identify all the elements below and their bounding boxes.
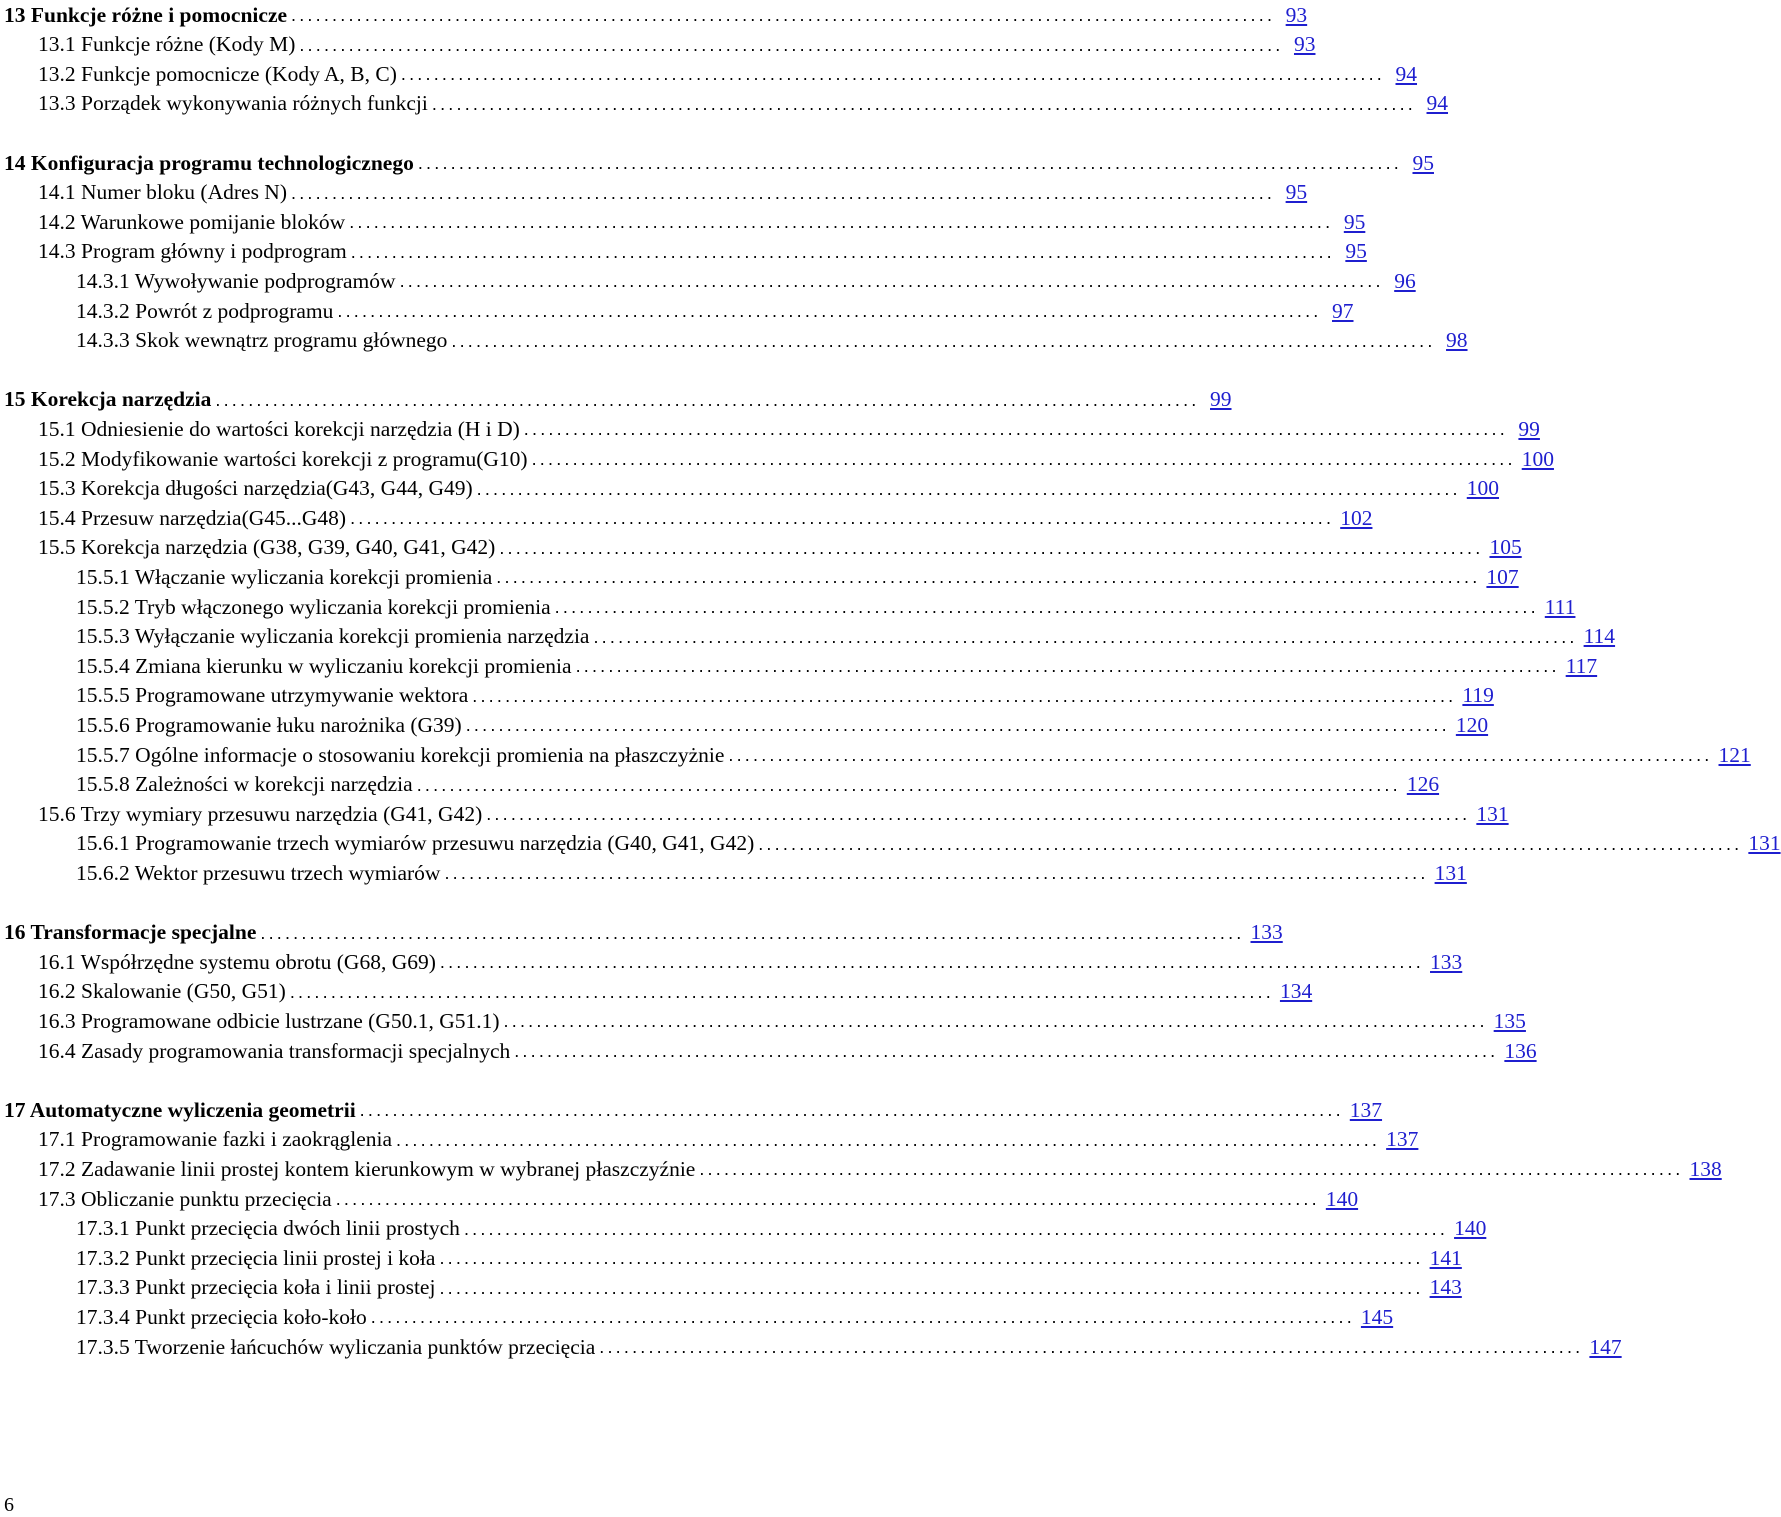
toc-dot-leader: ........................................................................................................................: [291, 182, 1276, 203]
toc-section-entry[interactable]: [0, 1332, 1622, 1362]
toc-section-entry[interactable]: [0, 414, 1540, 444]
toc-entry-title: 15.3 Korekcja długości narzędzia(G43, G44, G49): [38, 476, 473, 501]
toc-entry-title: 16.1 Współrzędne systemu obrotu (G68, G69): [38, 949, 436, 974]
toc-section-entry[interactable]: [0, 1243, 1462, 1273]
toc-entry-title: 15.2 Modyfikowanie wartości korekcji z programu(G10): [38, 446, 528, 471]
toc-page-link[interactable]: 120: [1455, 712, 1489, 737]
toc-entry-title: 17.3.4 Punkt przecięcia koło-koło: [76, 1304, 367, 1329]
toc-section-entry[interactable]: [0, 1006, 1526, 1036]
toc-entry-title: 17.1 Programowanie fazki i zaokrąglenia: [38, 1127, 393, 1152]
toc-dot-leader: ........................................................................................................................: [350, 241, 1335, 262]
toc-section-entry[interactable]: [0, 977, 1313, 1007]
toc-page-link[interactable]: 98: [1446, 328, 1468, 353]
toc-dot-leader: ........................................................................................................................: [370, 1307, 1355, 1328]
toc-section-entry[interactable]: [0, 266, 1416, 296]
toc-page-link[interactable]: 147: [1589, 1334, 1622, 1359]
toc-section-entry[interactable]: [0, 178, 1308, 208]
toc-section-entry[interactable]: [0, 1184, 1359, 1214]
toc-page-link[interactable]: 137: [1349, 1097, 1383, 1122]
toc-page-link[interactable]: 131: [1476, 801, 1509, 826]
toc-page-link[interactable]: 145: [1360, 1304, 1394, 1329]
toc-section-entry[interactable]: [0, 89, 1449, 119]
toc-entry-title: 16.4 Zasady programowania transformacji specjalnych: [38, 1038, 511, 1063]
toc-dot-leader: ........................................................................................................................: [599, 1337, 1584, 1357]
toc-page-link[interactable]: 121: [1718, 742, 1751, 767]
toc-section-entry[interactable]: [0, 59, 1418, 89]
toc-dot-leader: ........................................................................................................................: [503, 1011, 1488, 1032]
toc-dot-leader: ........................................................................................................................: [451, 330, 1436, 351]
toc-entry-title: 17.2 Zadawanie linii prostej kontem kierunkowym w wybranej płaszczyźnie: [38, 1156, 696, 1181]
toc-section-entry[interactable]: [0, 1036, 1537, 1066]
toc-page-link[interactable]: 131: [1434, 860, 1467, 885]
toc-section-entry[interactable]: [0, 1154, 1722, 1184]
toc-dot-leader: ........................................................................................................................: [299, 34, 1284, 55]
toc-section-entry[interactable]: [0, 592, 1576, 622]
toc-entry-title: 17.3.2 Punkt przecięcia linii prostej i koła: [76, 1245, 436, 1270]
toc-dot-leader: ........................................................................................................................: [215, 389, 1200, 410]
toc-entry-title: 14.3.3 Skok wewnątrz programu głównego: [76, 328, 448, 353]
toc-dot-leader: ........................................................................................................................: [523, 419, 1508, 440]
toc-dot-leader: ........................................................................................................................: [486, 804, 1471, 825]
toc-dot-leader: ........................................................................................................................: [337, 301, 1322, 321]
toc-dot-leader: ........................................................................................................................: [531, 449, 1516, 469]
toc-section-entry[interactable]: [0, 622, 1616, 652]
toc-page-link[interactable]: 102: [1340, 505, 1373, 530]
toc-section-entry[interactable]: [0, 237, 1367, 267]
toc-page-link[interactable]: 137: [1386, 1127, 1419, 1152]
toc-dot-leader: ........................................................................................................................: [699, 1159, 1684, 1180]
toc-page-link[interactable]: 107: [1486, 564, 1519, 589]
toc-dot-leader: ........................................................................................................................: [260, 922, 1245, 943]
toc-section-entry[interactable]: [0, 474, 1500, 504]
toc-dot-leader: ........................................................................................................................: [399, 271, 1384, 292]
toc-entry-title: 15.5.6 Programowanie łuku narożnika (G39): [76, 712, 462, 737]
toc-entry-title: 15.5.7 Ogólne informacje o stosowaniu korekcji promienia na płaszczyżnie: [76, 742, 725, 767]
toc-dot-leader: ........................................................................................................................: [554, 597, 1539, 617]
toc-entry-title: 15.5.2 Tryb włączonego wyliczania korekcji promienia: [76, 594, 551, 619]
toc-dot-leader: ........................................................................................................................: [335, 1189, 1320, 1209]
toc-section-entry[interactable]: [0, 326, 1468, 356]
toc-entry-title: 15.5.5 Programowane utrzymywanie wektora: [76, 683, 469, 708]
toc-entry-title: 17.3 Obliczanie punktu przecięcia: [38, 1186, 332, 1211]
toc-entry-title: 15.6.1 Programowanie trzech wymiarów przesuwu narzędzia (G40, G41, G42): [76, 831, 755, 856]
toc-entry-title: 15.5.4 Zmiana kierunku w wyliczaniu korekcji promienia: [76, 653, 572, 678]
toc-entry-title: 15.5.1 Włączanie wyliczania korekcji promienia: [76, 564, 493, 589]
toc-page-link[interactable]: 114: [1583, 624, 1616, 649]
toc-page-link[interactable]: 100: [1466, 476, 1500, 501]
toc-page-link[interactable]: 133: [1250, 920, 1283, 945]
toc-section-entry[interactable]: [0, 740, 1751, 770]
toc-page-link[interactable]: 131: [1748, 831, 1781, 856]
toc-section-entry[interactable]: [0, 829, 1781, 859]
toc-dot-leader: ........................................................................................................................: [417, 153, 1402, 173]
toc-dot-leader: ........................................................................................................................: [472, 685, 1457, 706]
toc-dot-leader: ........................................................................................................................: [514, 1041, 1499, 1061]
toc-dot-leader: ........................................................................................................................: [350, 508, 1335, 529]
toc-entry-title: 15.5.3 Wyłączanie wyliczania korekcji promienia narzędzia: [76, 624, 590, 649]
toc-page-link[interactable]: 93: [1293, 32, 1316, 57]
toc-dot-leader: ........................................................................................................................: [463, 1218, 1449, 1239]
toc-dot-leader: ........................................................................................................................: [465, 715, 1450, 736]
toc-page-link[interactable]: 111: [1544, 594, 1576, 619]
toc-entry-title: 13 Funkcje różne i pomocnicze: [4, 2, 288, 27]
page-number: 6: [4, 1494, 14, 1516]
toc-page-link[interactable]: 95: [1285, 180, 1308, 205]
toc-section-entry[interactable]: [0, 1125, 1419, 1155]
toc-entry-title: 14.3 Program główny i podprogram: [38, 239, 347, 264]
toc-entry-title: 17 Automatyczne wyliczenia geometrii: [4, 1097, 356, 1122]
toc-entry-title: 15.6.2 Wektor przesuwu trzech wymiarów: [76, 860, 441, 885]
toc-section-entry[interactable]: [0, 858, 1467, 888]
toc-entry-title: 14.3.2 Powrót z podprogramu: [76, 298, 334, 323]
toc-dot-leader: ........................................................................................................................: [444, 863, 1429, 884]
toc-section-entry[interactable]: [0, 651, 1598, 681]
toc-page-link[interactable]: 100: [1521, 446, 1554, 471]
toc-section-entry[interactable]: [0, 770, 1440, 800]
toc-section-entry[interactable]: [0, 207, 1366, 237]
toc-entry-title: 14.2 Warunkowe pomijanie bloków: [38, 209, 346, 234]
toc-page-link[interactable]: 97: [1332, 298, 1354, 323]
toc-entry-title: 15.5 Korekcja narzędzia (G38, G39, G40, G41, G42): [38, 535, 496, 560]
toc-page-link[interactable]: 143: [1429, 1275, 1462, 1300]
toc-dot-leader: ........................................................................................................................: [291, 5, 1276, 25]
toc-dot-leader: ........................................................................................................................: [439, 1248, 1424, 1269]
toc-section-entry[interactable]: [0, 1302, 1394, 1332]
toc-page-link[interactable]: 138: [1689, 1156, 1722, 1181]
toc-page-link[interactable]: 135: [1493, 1008, 1526, 1033]
toc-section-entry[interactable]: [0, 533, 1522, 563]
toc-section-entry[interactable]: [0, 30, 1316, 60]
toc-page-link[interactable]: 94: [1426, 91, 1449, 116]
toc-page-link[interactable]: 117: [1565, 653, 1598, 678]
toc-section-entry[interactable]: [0, 503, 1373, 533]
toc-entry-title: 16.2 Skalowanie (G50, G51): [38, 979, 286, 1004]
toc-entry-title: 15.1 Odniesienie do wartości korekcji narzędzia (H i D): [38, 416, 520, 441]
toc-dot-leader: ........................................................................................................................: [575, 656, 1560, 677]
toc-dot-leader: ........................................................................................................................: [728, 745, 1713, 765]
toc-dot-leader: ........................................................................................................................: [400, 64, 1386, 85]
toc-section-entry[interactable]: [0, 1273, 1462, 1303]
toc-section-entry[interactable]: [0, 296, 1354, 326]
toc-page-link[interactable]: 140: [1454, 1216, 1487, 1241]
toc-entry-title: 15.5.8 Zależności w korekcji narzędzia: [76, 772, 413, 797]
toc-dot-leader: ........................................................................................................................: [439, 1277, 1424, 1298]
toc-chapter-entry[interactable]: [0, 918, 1283, 948]
toc-section-entry[interactable]: [0, 799, 1509, 829]
toc-entry-title: 14.1 Numer bloku (Adres N): [38, 180, 287, 205]
toc-section-entry[interactable]: [0, 1214, 1487, 1244]
toc-dot-leader: ........................................................................................................................: [593, 626, 1578, 647]
toc-page-link[interactable]: 136: [1504, 1038, 1537, 1063]
toc-entry-title: 13.1 Funkcje różne (Kody M): [38, 32, 296, 57]
toc-dot-leader: ........................................................................................................................: [289, 981, 1274, 1002]
toc-dot-leader: ........................................................................................................................: [431, 93, 1417, 114]
toc-entry-title: 15.6 Trzy wymiary przesuwu narzędzia (G41, G42): [38, 801, 483, 826]
toc-dot-leader: ........................................................................................................................: [496, 567, 1481, 588]
toc-entry-title: 14.3.1 Wywoływanie podprogramów: [76, 268, 396, 293]
toc-entry-title: 13.3 Porządek wykonywania różnych funkcji: [38, 91, 428, 116]
toc-chapter-entry[interactable]: [0, 148, 1434, 178]
toc-section-entry[interactable]: [0, 947, 1463, 977]
toc-section-entry[interactable]: [0, 681, 1494, 711]
toc-dot-leader: ........................................................................................................................: [396, 1129, 1381, 1150]
toc-dot-leader: ........................................................................................................................: [476, 478, 1461, 499]
toc-dot-leader: ........................................................................................................................: [349, 212, 1334, 233]
toc-chapter-entry[interactable]: [0, 385, 1232, 415]
toc-entry-title: 15.4 Przesuw narzędzia(G45...G48): [38, 505, 347, 530]
toc-chapter-entry[interactable]: [0, 1095, 1383, 1125]
toc-page-link[interactable]: 99: [1518, 416, 1540, 441]
toc-dot-leader: ........................................................................................................................: [416, 774, 1401, 795]
toc-page-link[interactable]: 99: [1210, 387, 1232, 412]
toc-page-link[interactable]: 119: [1462, 683, 1494, 708]
toc-page-link[interactable]: 141: [1429, 1245, 1462, 1270]
toc-entry-title: 16 Transformacje specjalne: [4, 920, 257, 945]
toc-entry-title: 14 Konfiguracja programu technologicznego: [4, 150, 414, 175]
toc-entry-title: 13.2 Funkcje pomocnicze (Kody A, B, C): [38, 61, 397, 86]
toc-page-link[interactable]: 95: [1412, 150, 1434, 175]
toc-page-link[interactable]: 94: [1395, 61, 1418, 86]
toc-page-link[interactable]: 93: [1285, 2, 1308, 27]
toc-entry-title: 17.3.1 Punkt przecięcia dwóch linii prostych: [76, 1216, 460, 1241]
toc-dot-leader: ........................................................................................................................: [499, 537, 1484, 558]
toc-page-link[interactable]: 126: [1406, 772, 1440, 797]
toc-section-entry[interactable]: [0, 710, 1489, 740]
toc-dot-leader: ........................................................................................................................: [359, 1100, 1344, 1121]
toc-page-link[interactable]: 133: [1430, 949, 1463, 974]
toc-dot-leader: ........................................................................................................................: [758, 833, 1743, 854]
toc-entry-title: 17.3.3 Punkt przecięcia koła i linii prostej: [76, 1275, 436, 1300]
toc-page-link[interactable]: 140: [1325, 1186, 1359, 1211]
toc-page-link[interactable]: 105: [1489, 535, 1522, 560]
toc-entry-title: 15 Korekcja narzędzia: [4, 387, 212, 412]
toc-entry-title: 17.3.5 Tworzenie łańcuchów wyliczania punktów przecięcia: [76, 1334, 596, 1359]
toc-page-link[interactable]: 134: [1279, 979, 1313, 1004]
toc-section-entry[interactable]: [0, 444, 1554, 474]
toc-section-entry[interactable]: [0, 562, 1519, 592]
toc-entry-title: 16.3 Programowane odbicie lustrzane (G50.1, G51.1): [38, 1008, 500, 1033]
toc-page-link[interactable]: 95: [1345, 239, 1367, 264]
toc-chapter-entry[interactable]: [0, 0, 1308, 30]
toc-page-link[interactable]: 96: [1394, 268, 1416, 293]
toc-page-link[interactable]: 95: [1343, 209, 1366, 234]
toc-dot-leader: ........................................................................................................................: [439, 952, 1425, 973]
